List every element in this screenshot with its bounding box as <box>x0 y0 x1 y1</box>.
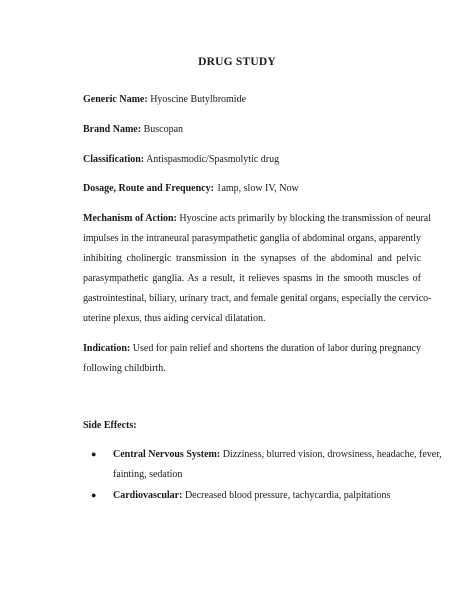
mechanism-paragraph <box>83 212 432 332</box>
indication-line <box>83 342 421 362</box>
indication-label: Indication: <box>83 343 131 354</box>
indication-line: following childbirth. <box>83 363 166 374</box>
classification-value: Antispasmodic/Spasmolytic drug <box>146 154 280 165</box>
generic-name-value: Hyoscine Butylbromide <box>150 94 247 105</box>
classification-label: Classification: <box>83 154 145 165</box>
side-effect-line <box>113 448 442 468</box>
mechanism-line: parasympathetic ganglia. As a result, it relieves spasms in the smooth muscles of <box>83 273 421 284</box>
side-effect-value: Dizziness, blurred vision, drowsiness, headache, fever, <box>222 449 442 460</box>
dosage-value: 1amp, slow IV, Now <box>216 183 299 194</box>
side-effect-value: Decreased blood pressure, tachycardia, palpitations <box>184 490 391 501</box>
indication-paragraph <box>83 342 421 382</box>
mechanism-line: gastrointestinal, biliary, urinary tract, and female genital organs, especially the cervico- <box>83 293 432 304</box>
bullet-icon: ● <box>91 490 97 500</box>
mechanism-line: impulses in the intraneural parasympathetic ganglia of abdominal organs, apparently <box>83 233 422 244</box>
dosage-field <box>83 182 421 195</box>
mechanism-line: uterine plexus, thus aiding cervical dilatation. <box>83 313 266 324</box>
brand-name-value: Buscopan <box>143 124 184 135</box>
generic-name-field <box>83 93 421 106</box>
dosage-label: Dosage, Route and Frequency: <box>83 183 214 194</box>
side-effect-line: fainting, sedation <box>113 469 183 480</box>
mechanism-line <box>83 212 432 232</box>
brand-name-label: Brand Name: <box>83 124 142 135</box>
brand-name-field <box>83 123 421 136</box>
classification-field <box>83 153 421 166</box>
mechanism-line: inhibiting cholinergic transmission in the synapses of the abdominal and pelvic <box>83 253 421 264</box>
generic-name-label: Generic Name: <box>83 94 148 105</box>
side-effect-text <box>113 448 442 488</box>
document-title: DRUG STUDY <box>198 56 276 68</box>
indication-text: Used for pain relief and shortens the duration of labor during pregnancy <box>132 343 422 354</box>
bullet-icon: ● <box>91 449 97 459</box>
side-effect-label: Cardiovascular: <box>113 490 183 501</box>
side-effects-heading: Side Effects: <box>83 420 137 431</box>
side-effect-text <box>113 489 421 509</box>
mechanism-text: Hyoscine acts primarily by blocking the transmission of neural <box>179 213 432 224</box>
side-effect-label: Central Nervous System: <box>113 449 221 460</box>
mechanism-label: Mechanism of Action: <box>83 213 177 224</box>
side-effect-line <box>113 489 421 509</box>
